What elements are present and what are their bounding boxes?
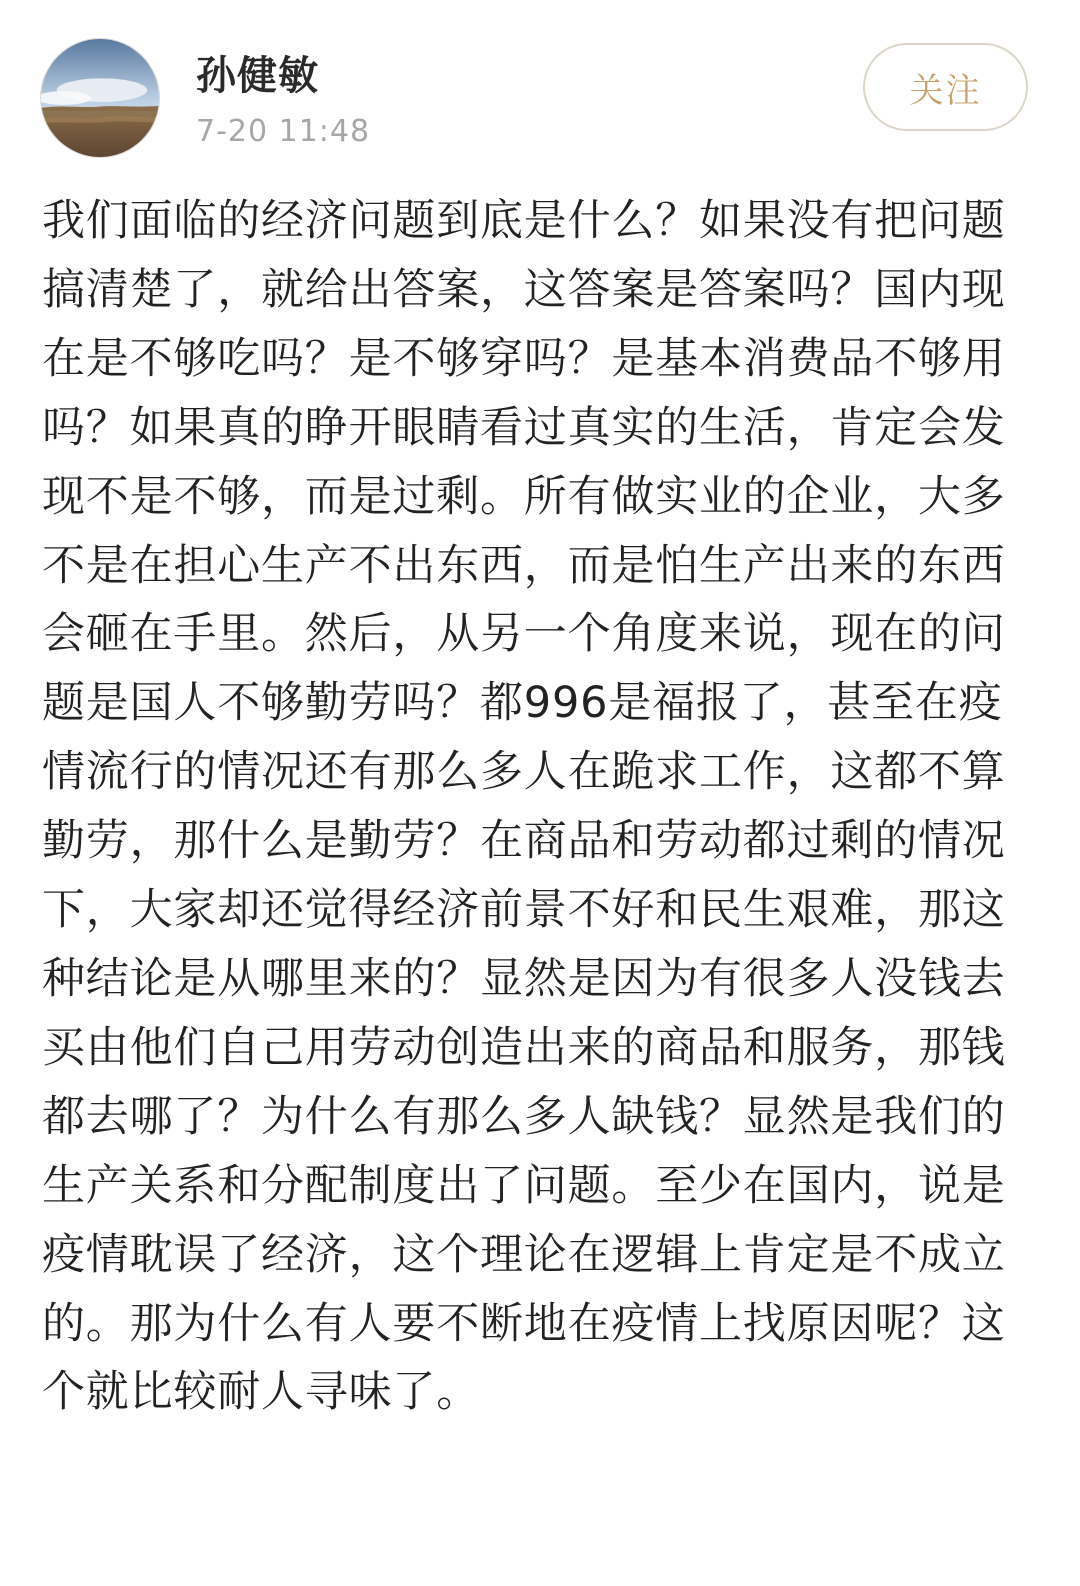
post-timestamp: 7-20 11:48 <box>196 114 371 149</box>
follow-button[interactable]: 关注 <box>863 43 1028 131</box>
post-header <box>0 0 1080 170</box>
avatar-image <box>41 39 159 157</box>
avatar[interactable] <box>40 38 160 158</box>
post-content: 我们面临的经济问题到底是什么？如果没有把问题搞清楚了，就给出答案，这答案是答案吗？国内现在是不够吃吗？是不够穿吗？是基本消费品不够用吗？如果真的睁开眼睛看过真实的生活，肯定会发现不是不够，而是过剩。所有做实业的企业，大多不是在担心生产不出东西，而是怕生产出来的东西会砸在手里。然后，从另一个角度来说，现在的问题是国人不够勤劳吗？都996是福报了，甚至在疫情流行的情况还有那么多人在跪求工作，这都不算勤劳，那什么是勤劳？在商品和劳动都过剩的情况下，大家却还觉得经济前景不好和民生艰难，那这种结论是从哪里来的？显然是因为有很多人没钱去买由他们自己用劳动创造出来的商品和服务，那钱都去哪了？为什么有那么多人缺钱？显然是我们的生产关系和分配制度出了问题。至少在国内，说是疫情耽误了经济，这个理论在逻辑上肯定是不成立的。那为什么有人要不断地在疫情上找原因呢？这个就比较耐人寻味了。 <box>42 196 1006 1418</box>
author-name[interactable]: 孙健敏 <box>196 53 319 99</box>
